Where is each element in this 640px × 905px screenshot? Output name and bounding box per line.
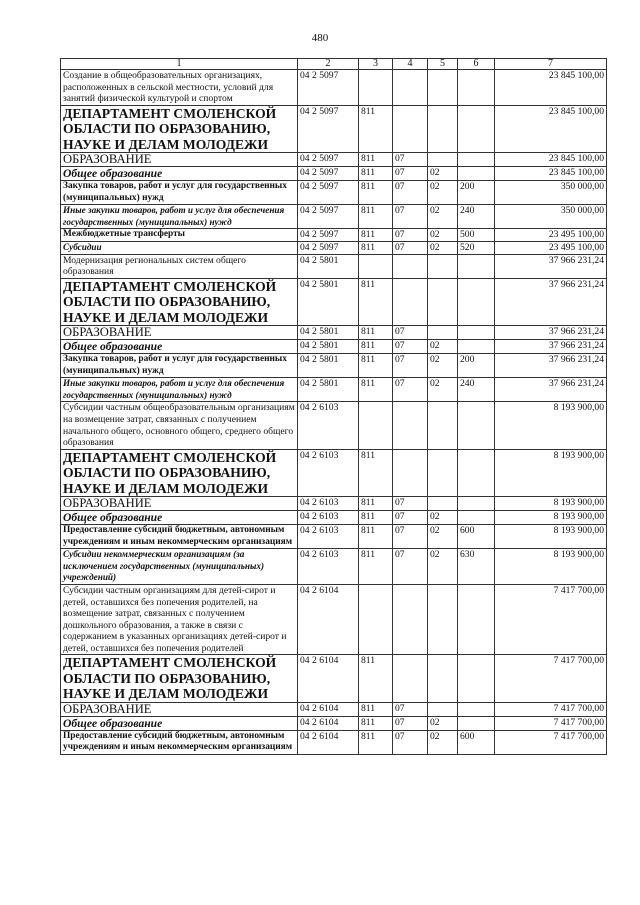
table-row — [61, 716, 607, 730]
name-cell: Общее образование — [61, 167, 298, 181]
target-code-cell: 04 2 6103 — [298, 402, 359, 449]
target-code-cell: 04 2 6103 — [298, 524, 359, 548]
name-cell: ДЕПАРТАМЕНТ СМОЛЕНСКОЙ ОБЛАСТИ ПО ОБРАЗОВАНИЮ, НАУКЕ И ДЕЛАМ МОЛОДЕЖИ — [61, 105, 298, 152]
subsection-cell: 02 — [428, 339, 458, 353]
expense-type-cell — [458, 716, 495, 730]
name-cell: ОБРАЗОВАНИЕ — [61, 153, 298, 167]
name-cell: Субсидии частным общеобразовательным организациям на возмещение затрат, связанных с получением начального общего, основного общего, среднего общего образования — [61, 402, 298, 449]
subsection-cell: 02 — [428, 353, 458, 377]
amount-cell: 350 000,00 — [495, 205, 607, 229]
subsection-cell: 02 — [428, 716, 458, 730]
subsection-cell — [428, 153, 458, 167]
expense-type-cell — [458, 254, 495, 278]
target-code-cell: 04 2 5801 — [298, 278, 359, 325]
subsection-cell — [428, 449, 458, 496]
table-row — [61, 702, 607, 716]
name-cell: ДЕПАРТАМЕНТ СМОЛЕНСКОЙ ОБЛАСТИ ПО ОБРАЗОВАНИЮ, НАУКЕ И ДЕЛАМ МОЛОДЕЖИ — [61, 655, 298, 702]
table-row — [61, 70, 607, 106]
target-code-cell: 04 2 5097 — [298, 241, 359, 254]
section-cell: 07 — [393, 167, 428, 181]
name-cell: ДЕПАРТАМЕНТ СМОЛЕНСКОЙ ОБЛАСТИ ПО ОБРАЗОВАНИЮ, НАУКЕ И ДЕЛАМ МОЛОДЕЖИ — [61, 278, 298, 325]
section-cell: 07 — [393, 205, 428, 229]
header-cell: 1 — [61, 59, 298, 70]
expense-type-cell — [458, 70, 495, 106]
amount-cell: 23 495 100,00 — [495, 229, 607, 242]
expense-type-cell — [458, 510, 495, 524]
subsection-cell: 02 — [428, 205, 458, 229]
amount-cell: 7 417 700,00 — [495, 702, 607, 716]
subsection-cell — [428, 70, 458, 106]
table-row — [61, 254, 607, 278]
section-cell: 07 — [393, 353, 428, 377]
ministry-cell: 811 — [359, 325, 393, 339]
target-code-cell: 04 2 6103 — [298, 510, 359, 524]
expense-type-cell — [458, 167, 495, 181]
ministry-cell: 811 — [359, 105, 393, 152]
ministry-cell: 811 — [359, 153, 393, 167]
header-cell: 3 — [359, 59, 393, 70]
amount-cell: 37 966 231,24 — [495, 378, 607, 402]
table-row — [61, 353, 607, 377]
target-code-cell: 04 2 6104 — [298, 730, 359, 754]
subsection-cell — [428, 105, 458, 152]
expense-type-cell: 240 — [458, 378, 495, 402]
expense-type-cell: 600 — [458, 730, 495, 754]
section-cell: 07 — [393, 339, 428, 353]
target-code-cell: 04 2 5097 — [298, 167, 359, 181]
table-row — [61, 402, 607, 449]
header-cell: 5 — [428, 59, 458, 70]
section-cell: 07 — [393, 378, 428, 402]
ministry-cell: 811 — [359, 241, 393, 254]
page-number: 480 — [311, 32, 329, 44]
ministry-cell: 811 — [359, 205, 393, 229]
name-cell: Предоставление субсидий бюджетным, автономным учреждениям и иным некоммерческим организациям — [61, 524, 298, 548]
ministry-cell: 811 — [359, 449, 393, 496]
table-row — [61, 105, 607, 152]
ministry-cell: 811 — [359, 229, 393, 242]
name-cell: Субсидии некоммерческим организациям (за исключением государственных (муниципальных) учреждений) — [61, 549, 298, 585]
subsection-cell: 02 — [428, 229, 458, 242]
section-cell: 07 — [393, 241, 428, 254]
section-cell: 07 — [393, 496, 428, 510]
table-row — [61, 510, 607, 524]
section-cell — [393, 655, 428, 702]
name-cell: Закупка товаров, работ и услуг для государственных (муниципальных) нужд — [61, 353, 298, 377]
expense-type-cell — [458, 278, 495, 325]
amount-cell: 37 966 231,24 — [495, 278, 607, 325]
section-cell: 07 — [393, 716, 428, 730]
expense-type-cell: 500 — [458, 229, 495, 242]
expense-type-cell — [458, 105, 495, 152]
amount-cell: 8 193 900,00 — [495, 496, 607, 510]
header-row — [61, 59, 607, 70]
expense-type-cell — [458, 584, 495, 655]
amount-cell: 37 966 231,24 — [495, 353, 607, 377]
target-code-cell: 04 2 6104 — [298, 584, 359, 655]
target-code-cell: 04 2 6104 — [298, 655, 359, 702]
target-code-cell: 04 2 5801 — [298, 339, 359, 353]
amount-cell: 37 966 231,24 — [495, 254, 607, 278]
expense-type-cell — [458, 325, 495, 339]
ministry-cell: 811 — [359, 730, 393, 754]
target-code-cell: 04 2 5801 — [298, 378, 359, 402]
amount-cell: 23 845 100,00 — [495, 167, 607, 181]
amount-cell: 23 845 100,00 — [495, 153, 607, 167]
expense-type-cell — [458, 655, 495, 702]
ministry-cell — [359, 584, 393, 655]
name-cell: ОБРАЗОВАНИЕ — [61, 496, 298, 510]
target-code-cell: 04 2 6104 — [298, 716, 359, 730]
table-row — [61, 241, 607, 254]
table-row — [61, 153, 607, 167]
table-row — [61, 181, 607, 205]
expense-type-cell: 200 — [458, 353, 495, 377]
table-row — [61, 496, 607, 510]
subsection-cell — [428, 584, 458, 655]
section-cell: 07 — [393, 229, 428, 242]
target-code-cell: 04 2 5097 — [298, 70, 359, 106]
name-cell: ОБРАЗОВАНИЕ — [61, 702, 298, 716]
header-cell: 4 — [393, 59, 428, 70]
subsection-cell — [428, 496, 458, 510]
subsection-cell — [428, 702, 458, 716]
target-code-cell: 04 2 5801 — [298, 254, 359, 278]
name-cell: Закупка товаров, работ и услуг для государственных (муниципальных) нужд — [61, 181, 298, 205]
expense-type-cell: 600 — [458, 524, 495, 548]
target-code-cell: 04 2 6103 — [298, 549, 359, 585]
ministry-cell: 811 — [359, 378, 393, 402]
expense-type-cell: 240 — [458, 205, 495, 229]
amount-cell: 8 193 900,00 — [495, 449, 607, 496]
subsection-cell — [428, 325, 458, 339]
amount-cell: 7 417 700,00 — [495, 730, 607, 754]
subsection-cell: 02 — [428, 524, 458, 548]
ministry-cell: 811 — [359, 339, 393, 353]
subsection-cell: 02 — [428, 181, 458, 205]
name-cell: Модернизация региональных систем общего образования — [61, 254, 298, 278]
name-cell: Межбюджетные трансферты — [61, 229, 298, 242]
name-cell: Общее образование — [61, 339, 298, 353]
ministry-cell: 811 — [359, 278, 393, 325]
name-cell: Создание в общеобразовательных организациях, расположенных в сельской местности, условий для занятий физической культурой и спортом — [61, 70, 298, 106]
header-cell: 7 — [495, 59, 607, 70]
expense-type-cell: 520 — [458, 241, 495, 254]
subsection-cell — [428, 402, 458, 449]
subsection-cell — [428, 278, 458, 325]
table-row — [61, 378, 607, 402]
section-cell: 07 — [393, 702, 428, 716]
subsection-cell: 02 — [428, 510, 458, 524]
table-row — [61, 584, 607, 655]
section-cell — [393, 254, 428, 278]
ministry-cell: 811 — [359, 510, 393, 524]
expense-type-cell — [458, 153, 495, 167]
section-cell: 07 — [393, 325, 428, 339]
amount-cell: 23 845 100,00 — [495, 105, 607, 152]
table-row — [61, 278, 607, 325]
target-code-cell: 04 2 5097 — [298, 205, 359, 229]
target-code-cell: 04 2 6104 — [298, 702, 359, 716]
subsection-cell: 02 — [428, 730, 458, 754]
target-code-cell: 04 2 5097 — [298, 229, 359, 242]
amount-cell: 7 417 700,00 — [495, 655, 607, 702]
subsection-cell — [428, 254, 458, 278]
table-row — [61, 339, 607, 353]
name-cell: Предоставление субсидий бюджетным, автономным учреждениям и иным некоммерческим организациям — [61, 730, 298, 754]
ministry-cell: 811 — [359, 549, 393, 585]
amount-cell: 8 193 900,00 — [495, 524, 607, 548]
ministry-cell — [359, 70, 393, 106]
section-cell — [393, 278, 428, 325]
target-code-cell: 04 2 5097 — [298, 181, 359, 205]
expense-type-cell: 200 — [458, 181, 495, 205]
ministry-cell: 811 — [359, 655, 393, 702]
section-cell: 07 — [393, 510, 428, 524]
target-code-cell: 04 2 5097 — [298, 105, 359, 152]
section-cell: 07 — [393, 524, 428, 548]
expense-type-cell — [458, 339, 495, 353]
budget-table — [60, 58, 607, 755]
subsection-cell: 02 — [428, 167, 458, 181]
section-cell: 07 — [393, 153, 428, 167]
subsection-cell: 02 — [428, 378, 458, 402]
ministry-cell — [359, 254, 393, 278]
target-code-cell: 04 2 6103 — [298, 496, 359, 510]
amount-cell: 350 000,00 — [495, 181, 607, 205]
ministry-cell: 811 — [359, 181, 393, 205]
name-cell: Иные закупки товаров, работ и услуг для обеспечения государственных (муниципальных) нужд — [61, 378, 298, 402]
name-cell: Субсидии — [61, 241, 298, 254]
target-code-cell: 04 2 5801 — [298, 353, 359, 377]
table-row — [61, 449, 607, 496]
name-cell: Иные закупки товаров, работ и услуг для обеспечения государственных (муниципальных) нужд — [61, 205, 298, 229]
name-cell: Общее образование — [61, 510, 298, 524]
header-cell: 6 — [458, 59, 495, 70]
table-row — [61, 205, 607, 229]
ministry-cell: 811 — [359, 167, 393, 181]
expense-type-cell — [458, 702, 495, 716]
table-row — [61, 655, 607, 702]
ministry-cell: 811 — [359, 524, 393, 548]
ministry-cell: 811 — [359, 716, 393, 730]
ministry-cell: 811 — [359, 496, 393, 510]
table-row — [61, 524, 607, 548]
subsection-cell — [428, 655, 458, 702]
section-cell — [393, 105, 428, 152]
table-row — [61, 730, 607, 754]
amount-cell: 8 193 900,00 — [495, 510, 607, 524]
ministry-cell: 811 — [359, 353, 393, 377]
section-cell — [393, 402, 428, 449]
name-cell: Субсидии частным организациям для детей-сирот и детей, оставшихся без попечения родителей, на возмещение затрат, связанных с получением дошкольного образования, а также в связи с содержанием в указанных организациях детей-сирот и детей, оставшихся без попечения родителей — [61, 584, 298, 655]
target-code-cell: 04 2 5801 — [298, 325, 359, 339]
table-row — [61, 325, 607, 339]
table-row — [61, 229, 607, 242]
section-cell — [393, 70, 428, 106]
table-row — [61, 549, 607, 585]
amount-cell: 7 417 700,00 — [495, 716, 607, 730]
name-cell: Общее образование — [61, 716, 298, 730]
expense-type-cell — [458, 402, 495, 449]
section-cell: 07 — [393, 549, 428, 585]
expense-type-cell — [458, 449, 495, 496]
amount-cell: 8 193 900,00 — [495, 402, 607, 449]
header-cell: 2 — [298, 59, 359, 70]
name-cell: ДЕПАРТАМЕНТ СМОЛЕНСКОЙ ОБЛАСТИ ПО ОБРАЗОВАНИЮ, НАУКЕ И ДЕЛАМ МОЛОДЕЖИ — [61, 449, 298, 496]
section-cell — [393, 584, 428, 655]
ministry-cell — [359, 402, 393, 449]
amount-cell: 7 417 700,00 — [495, 584, 607, 655]
subsection-cell: 02 — [428, 549, 458, 585]
target-code-cell: 04 2 6103 — [298, 449, 359, 496]
amount-cell: 8 193 900,00 — [495, 549, 607, 585]
expense-type-cell — [458, 496, 495, 510]
expense-type-cell: 630 — [458, 549, 495, 585]
amount-cell: 23 495 100,00 — [495, 241, 607, 254]
target-code-cell: 04 2 5097 — [298, 153, 359, 167]
section-cell: 07 — [393, 181, 428, 205]
ministry-cell: 811 — [359, 702, 393, 716]
amount-cell: 23 845 100,00 — [495, 70, 607, 106]
section-cell: 07 — [393, 730, 428, 754]
table-row — [61, 167, 607, 181]
section-cell — [393, 449, 428, 496]
subsection-cell: 02 — [428, 241, 458, 254]
name-cell: ОБРАЗОВАНИЕ — [61, 325, 298, 339]
amount-cell: 37 966 231,24 — [495, 339, 607, 353]
amount-cell: 37 966 231,24 — [495, 325, 607, 339]
